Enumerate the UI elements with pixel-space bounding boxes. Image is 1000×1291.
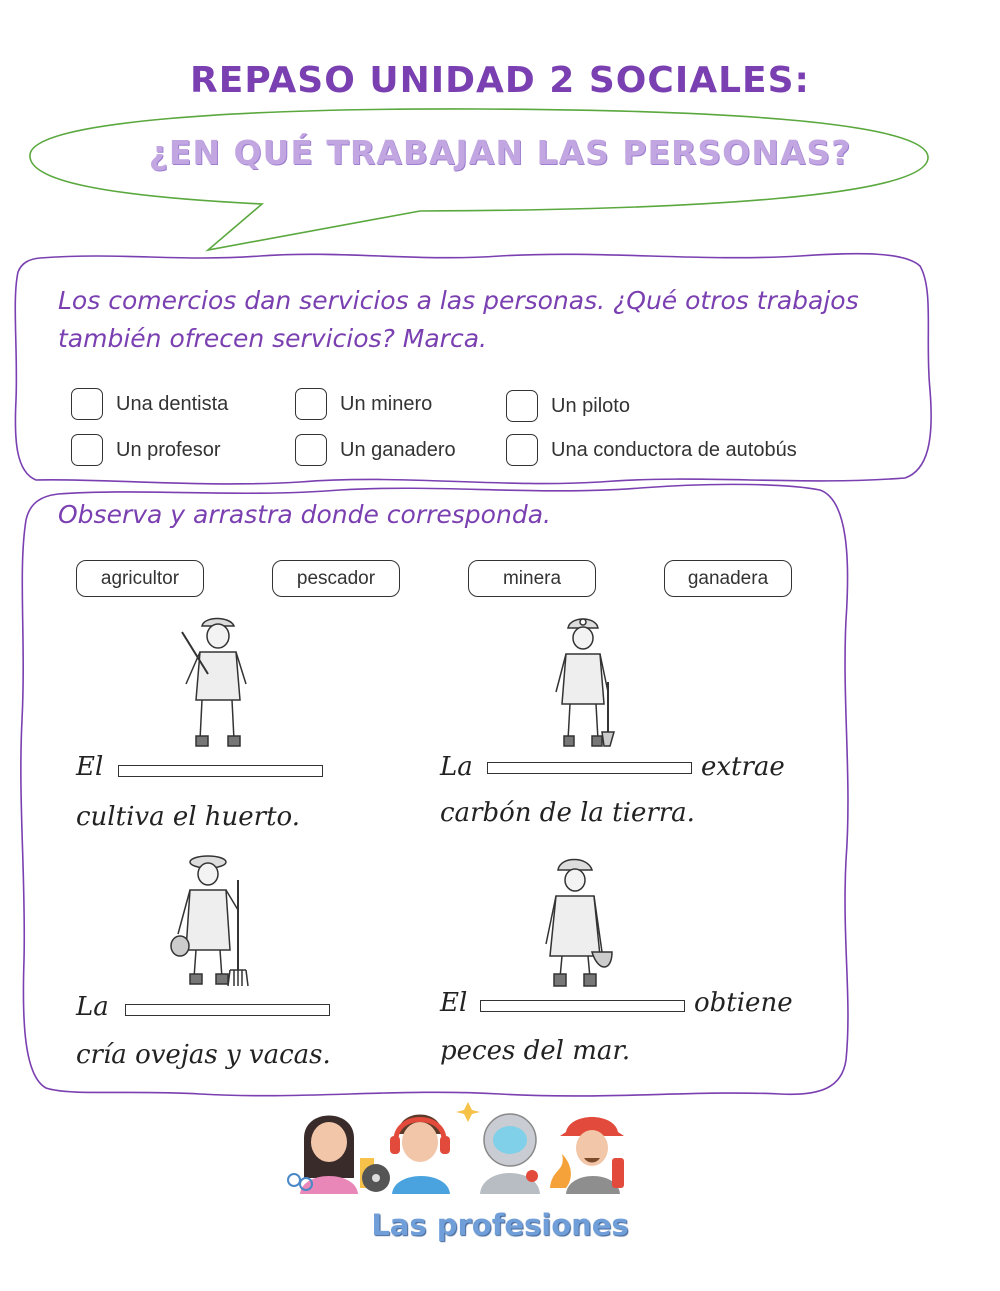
chip-agricultor[interactable]: agricultor — [76, 560, 204, 597]
professions-illustration — [286, 1098, 628, 1194]
dj-icon — [362, 1115, 450, 1195]
drop-target-1[interactable] — [118, 765, 323, 777]
checkbox[interactable] — [295, 388, 327, 420]
option-dentista[interactable] — [71, 388, 228, 420]
sentence2-before: La — [440, 752, 473, 782]
option-ganadero[interactable] — [295, 434, 456, 466]
drag-instruction: Observa y arrastra donde corresponda. — [58, 500, 551, 529]
option-label: Un minero — [340, 392, 433, 415]
shepherd-figure — [166, 850, 266, 992]
services-question: Los comercios dan servicios a las personas. ¿Qué otros trabajos también ofrecen servicios? Marca. — [58, 286, 859, 353]
footer-label: Las profesiones — [371, 1208, 629, 1242]
sentence1-line2: cultiva el huerto. — [76, 802, 301, 832]
option-label: Un ganadero — [340, 438, 456, 461]
sentence4-after: obtiene — [694, 988, 793, 1018]
sentence2-after: extrae — [701, 752, 785, 782]
chip-ganadera[interactable]: ganadera — [664, 560, 792, 597]
checkbox[interactable] — [506, 434, 538, 466]
option-label: Un piloto — [551, 394, 630, 417]
sentence3-before: La — [76, 992, 109, 1022]
astronaut-icon — [456, 1102, 540, 1194]
option-label: Una dentista — [116, 392, 229, 415]
sentence2-line2: carbón de la tierra. — [440, 798, 695, 828]
hairdresser-icon — [288, 1116, 374, 1195]
farmer-figure — [172, 612, 262, 754]
drop-target-3[interactable] — [125, 1004, 330, 1016]
fisherman-figure — [540, 852, 620, 990]
sentence4-line2: peces del mar. — [440, 1036, 631, 1066]
chip-pescador[interactable]: pescador — [272, 560, 400, 597]
option-label: Un profesor — [116, 438, 221, 461]
sentence3-line2: cría ovejas y vacas. — [76, 1040, 331, 1070]
option-conductora[interactable] — [506, 434, 797, 466]
checkbox[interactable] — [295, 434, 327, 466]
drop-target-4[interactable] — [480, 1000, 685, 1012]
option-label: Una conductora de autobús — [551, 438, 797, 461]
speech-bubble-outline — [30, 109, 928, 250]
drop-target-2[interactable] — [487, 762, 692, 774]
chip-minera[interactable]: minera — [468, 560, 596, 597]
checkbox[interactable] — [506, 390, 538, 422]
miner-figure — [548, 612, 628, 754]
option-profesor[interactable] — [71, 434, 221, 466]
worksheet-subtitle: ¿EN QUÉ TRABAJAN LAS PERSONAS? — [148, 133, 852, 172]
checkbox[interactable] — [71, 434, 103, 466]
firefighter-icon — [550, 1117, 624, 1194]
sentence4-before: El — [440, 988, 468, 1018]
checkbox[interactable] — [71, 388, 103, 420]
option-piloto[interactable] — [506, 390, 630, 422]
worksheet-title: REPASO UNIDAD 2 SOCIALES: — [190, 60, 810, 101]
option-minero[interactable] — [295, 388, 432, 420]
sentence1-before: El — [76, 752, 104, 782]
